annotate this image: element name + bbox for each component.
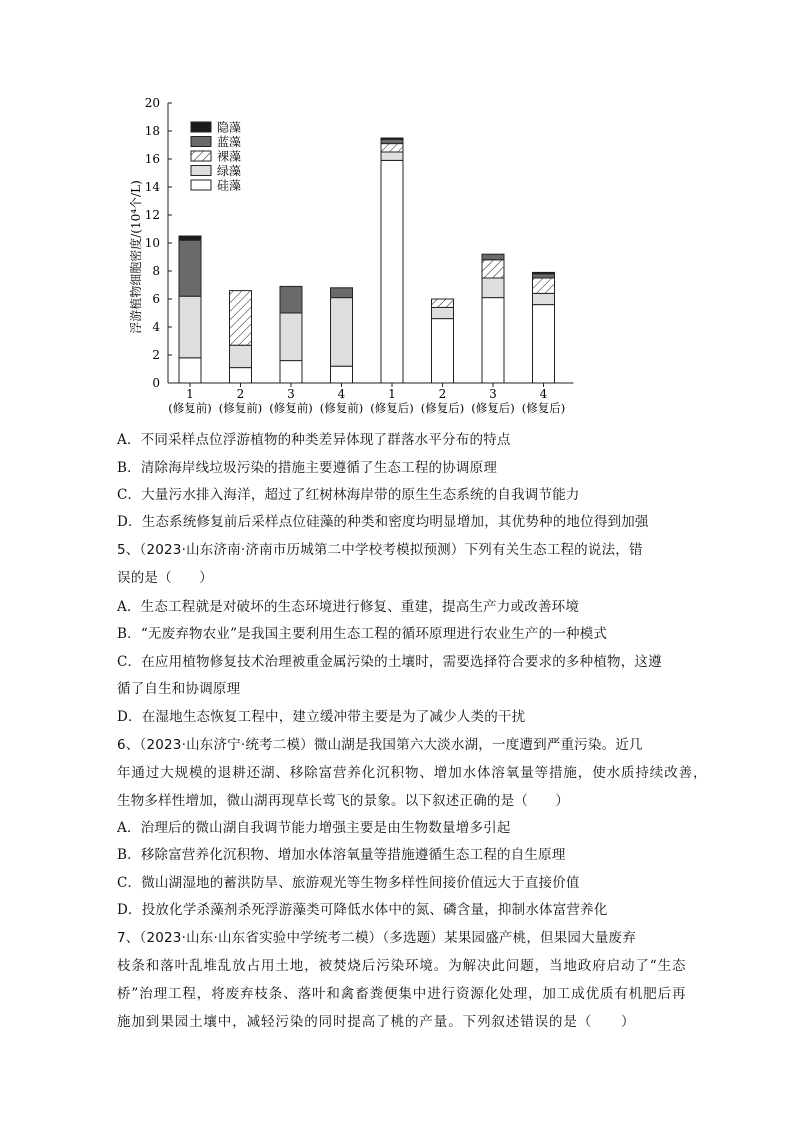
bar-segment-隐藻	[381, 138, 403, 139]
y-tick-label: 10	[144, 236, 160, 250]
x-tick-label: 2	[438, 387, 447, 401]
y-tick-label: 12	[144, 208, 160, 222]
text-line: A．生态工程就是对破坏的生态环境进行修复、重建，提高生产力或改善环境	[117, 599, 580, 615]
x-tick-label: 2	[236, 387, 245, 401]
legend-label: 蓝藻	[217, 135, 242, 149]
bar-segment-蓝藻	[533, 274, 555, 278]
bar-segment-硅藻	[482, 298, 504, 383]
y-tick-label: 20	[144, 96, 160, 110]
y-tick-label: 4	[152, 320, 160, 334]
bar-segment-硅藻	[179, 358, 201, 383]
text-line: 误的是（ ）	[117, 570, 213, 586]
bar-segment-蓝藻	[331, 288, 353, 298]
y-tick-label: 18	[144, 124, 160, 138]
text-line: B．清除海岸线垃圾污染的措施主要遵循了生态工程的协调原理	[117, 460, 498, 476]
bar-segment-绿藻	[179, 296, 201, 358]
text-line: A．治理后的微山湖自我调节能力增强主要是由生物数量增多引起	[117, 820, 511, 836]
bar-segment-绿藻	[230, 345, 252, 367]
bar-segment-硅藻	[381, 160, 403, 383]
text-line: C．在应用植物修复技术治理被重金属污染的土壤时，需要选择符合要求的多种植物，这遵	[117, 654, 662, 670]
legend-swatch	[191, 180, 211, 190]
text-line: B．“无废弃物农业”是我国主要利用生态工程的循环原理进行农业生产的一种模式	[117, 626, 608, 642]
x-tick-sublabel: (修复后)	[370, 401, 414, 415]
bar-segment-裸藻	[230, 291, 252, 346]
y-tick-label: 8	[152, 264, 160, 278]
text-line: C．大量污水排入海洋，超过了红树林海岸带的原生生态系统的自我调节能力	[117, 487, 580, 503]
x-tick-label: 4	[337, 387, 346, 401]
x-tick-label: 3	[287, 387, 295, 401]
x-tick-sublabel: (修复前)	[168, 401, 212, 415]
y-tick-label: 14	[144, 180, 160, 194]
bar-segment-裸藻	[381, 144, 403, 152]
bar-segment-硅藻	[280, 361, 302, 383]
bar-segment-绿藻	[280, 313, 302, 361]
bar-segment-绿藻	[432, 307, 454, 318]
bar-segment-裸藻	[482, 260, 504, 278]
phytoplankton-density-chart	[120, 90, 580, 420]
y-tick-label: 2	[152, 348, 160, 362]
x-tick-sublabel: (修复后)	[420, 401, 465, 415]
x-tick-sublabel: (修复前)	[218, 401, 263, 415]
bar-segment-硅藻	[533, 305, 555, 383]
legend-swatch	[191, 166, 211, 176]
bar-segment-裸藻	[533, 278, 555, 293]
bar-segment-绿藻	[482, 278, 504, 298]
legend-swatch	[191, 137, 211, 147]
bar-segment-隐藻	[179, 236, 201, 240]
text-line: B．移除富营养化沉积物、增加水体溶氧量等措施遵循生态工程的自生原理	[117, 847, 566, 863]
text-line: 枝条和落叶乱堆乱放占用土地，被焚烧后污染环境。为解决此问题，当地政府启动了“生态	[117, 958, 687, 974]
x-tick-sublabel: (修复后)	[521, 401, 566, 415]
y-tick-label: 6	[152, 292, 160, 306]
bar-segment-硅藻	[432, 319, 454, 383]
y-tick-label: 16	[144, 152, 160, 166]
bar-segment-绿藻	[331, 298, 353, 367]
text-line: 5、（2023·山东济南·济南市历城第二中学校考模拟预测）下列有关生态工程的说法，错	[117, 542, 643, 558]
legend-label: 裸藻	[217, 149, 242, 164]
bar-segment-蓝藻	[482, 254, 504, 260]
legend-swatch	[191, 122, 211, 132]
text-line: D．生态系统修复前后采样点位硅藻的种类和密度均明显增加，其优势种的地位得到加强	[117, 514, 649, 530]
x-tick-label: 1	[186, 387, 194, 401]
x-tick-sublabel: (修复前)	[319, 401, 364, 415]
bar-segment-蓝藻	[179, 240, 201, 296]
x-axis	[168, 383, 574, 415]
bar-segment-硅藻	[230, 368, 252, 383]
legend-swatch	[191, 151, 211, 161]
x-tick-sublabel: (修复前)	[269, 401, 313, 415]
y-axis	[145, 96, 172, 390]
bar-segment-蓝藻	[381, 139, 403, 143]
text-line: D．投放化学杀藻剂杀死浮游藻类可降低水体中的氮、磷含量，抑制水体富营养化	[117, 902, 608, 918]
legend-label: 绿藻	[217, 164, 242, 178]
x-tick-label: 1	[388, 387, 396, 401]
legend-label: 隐藻	[217, 120, 242, 135]
legend	[191, 120, 241, 193]
x-tick-label: 3	[489, 387, 497, 401]
text-line: 施加到果园土壤中，减轻污染的同时提高了桃的产量。下列叙述错误的是（ ）	[117, 1014, 636, 1030]
bar-segment-硅藻	[331, 366, 353, 383]
bar-segment-绿藻	[533, 293, 555, 304]
bar-segment-绿藻	[381, 152, 403, 160]
text-line: C．微山湖湿地的蓄洪防旱、旅游观光等生物多样性间接价值远大于直接价值	[117, 875, 580, 891]
text-line: 7、（2023·山东·山东省实验中学统考二模）（多选题）某果园盛产桃，但果园大量废弃	[117, 930, 636, 946]
bar-segment-蓝藻	[280, 286, 302, 313]
text-line: 年通过大规模的退耕还湖、移除富营养化沉积物、增加水体溶氧量等措施，使水质持续改善，	[117, 765, 708, 781]
text-line: 桥”治理工程，将废弃枝条、落叶和禽畜粪便集中进行资源化处理，加工成优质有机肥后再	[117, 986, 687, 1002]
text-line: D．在湿地生态恢复工程中，建立缓冲带主要是为了减少人类的干扰	[117, 709, 526, 725]
bar-segment-裸藻	[432, 299, 454, 307]
legend-label: 硅藻	[217, 178, 242, 193]
text-line: 循了自生和协调原理	[117, 681, 241, 697]
text-line: 6、（2023·山东济宁·统考二模）微山湖是我国第六大淡水湖，一度遭到严重污染。近几	[117, 737, 643, 753]
text-line: 生物多样性增加，微山湖再现草长莺飞的景象。以下叙述正确的是（ ）	[117, 793, 570, 809]
x-tick-label: 4	[539, 387, 548, 401]
bar-segment-隐藻	[533, 272, 555, 273]
text-line: A．不同采样点位浮游植物的种类差异体现了群落水平分布的特点	[117, 432, 511, 448]
x-tick-sublabel: (修复后)	[471, 401, 515, 415]
y-tick-label: 0	[152, 376, 160, 390]
y-axis-label: 浮游植物细胞密度/(10⁴个/L)	[129, 180, 143, 334]
